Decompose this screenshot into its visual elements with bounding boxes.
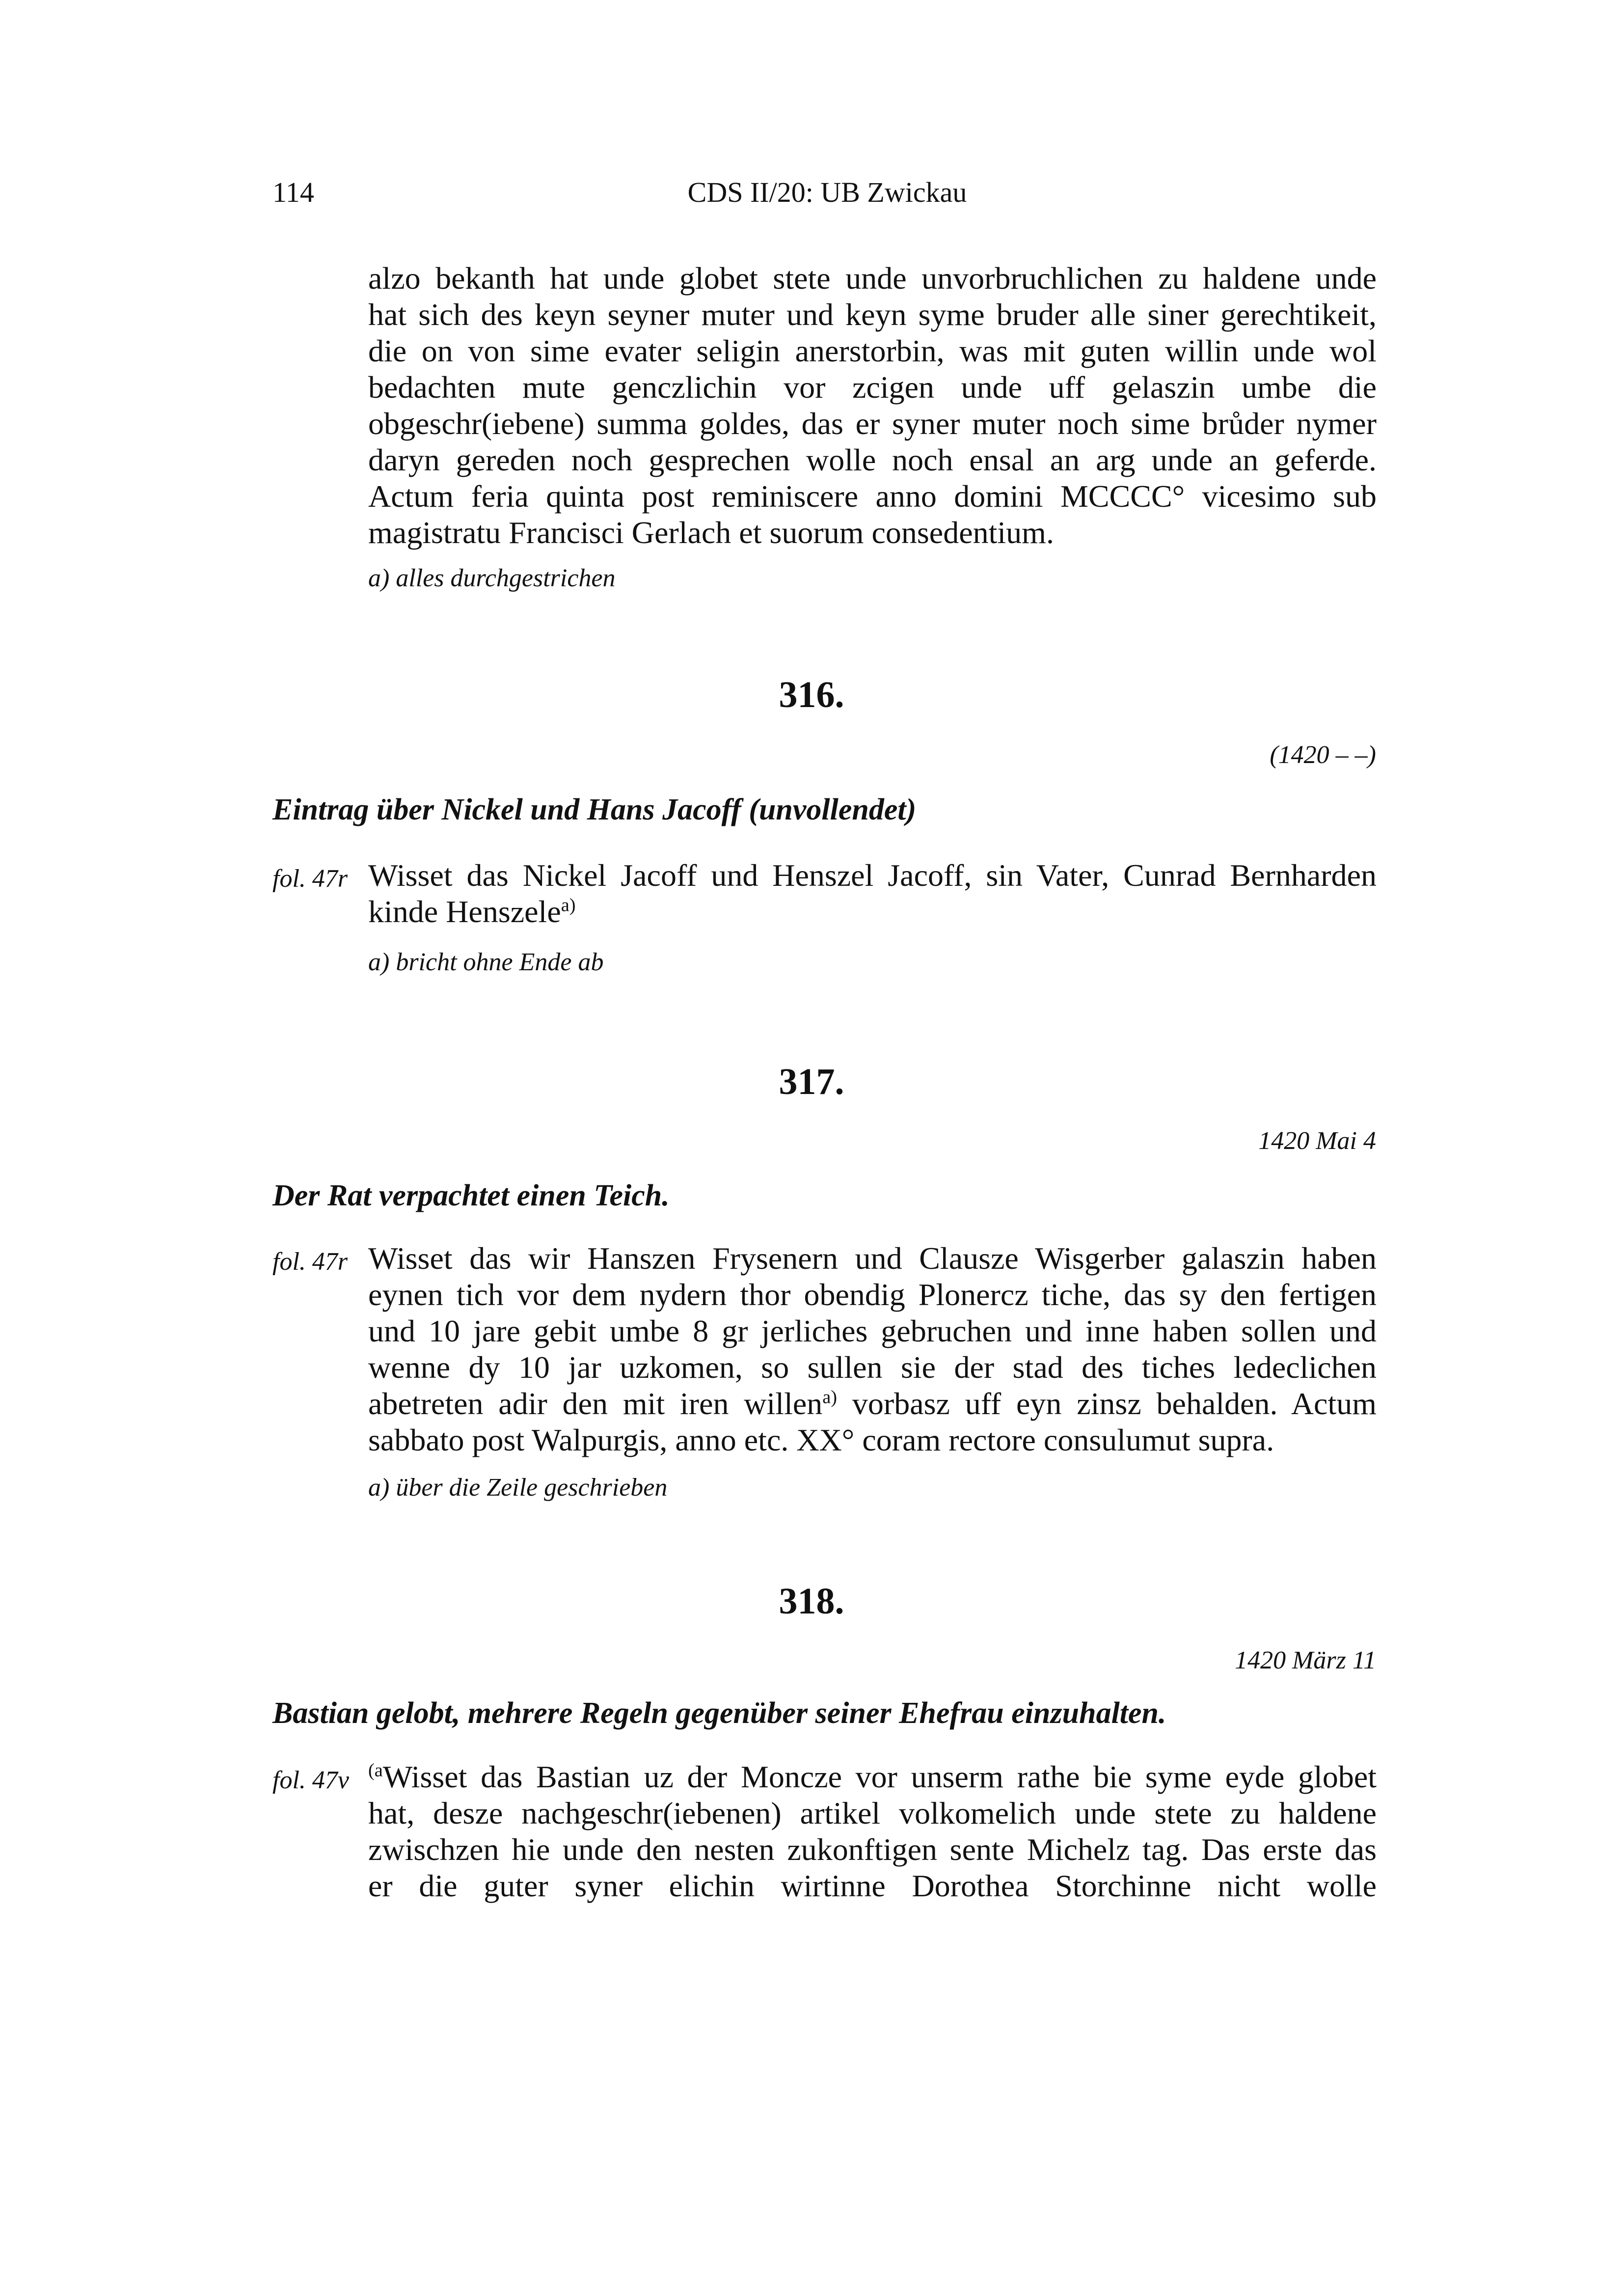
text-line: sabbato post Walpurgis, anno etc. XX° coram rectore consulumut supra. — [368, 1422, 1274, 1457]
footnote: a) bricht ohne Ende ab — [368, 948, 604, 976]
footnote-marker: a) — [561, 895, 576, 916]
folio-reference: fol. 47v — [272, 1766, 349, 1794]
text-line: und 10 jare gebit umbe 8 gr jerliches gebruchen und inne haben sollen und — [368, 1313, 1377, 1348]
footnote: a) über die Zeile geschrieben — [368, 1474, 668, 1502]
text-line: hat sich des keyn seyner muter und keyn syme bruder alle siner gerechtikeit, — [368, 297, 1377, 332]
text-line: die on von sime evater seligin anerstorbin, was mit guten willin unde wol — [368, 333, 1377, 368]
text-line: bedachten mute genczlichin vor zcigen unde uff gelaszin umbe die — [368, 370, 1377, 405]
text-line: Actum feria quinta post reminiscere anno domini MCCCC° vicesimo sub — [368, 479, 1377, 514]
text-line: magistratu Francisci Gerlach et suorum consedentium. — [368, 515, 1054, 550]
text-line: er die guter syner elichin wirtinne Dorothea Storchinne nicht wolle — [368, 1868, 1377, 1903]
footnote: a) alles durchgestrichen — [368, 564, 616, 592]
text-line: obgeschr(iebene) summa goldes, das er syner muter noch sime brůder nymer — [368, 406, 1377, 441]
text-line: Wisset das Nickel Jacoff und Henszel Jacoff, sin Vater, Cunrad Bernharden — [368, 858, 1377, 893]
text-fragment: abetreten adir den mit iren willen — [368, 1386, 823, 1421]
entry-date: (1420 – –) — [1270, 741, 1376, 769]
entry-number: 316. — [779, 674, 844, 715]
entry-text — [368, 857, 1377, 930]
text-line — [368, 1759, 1377, 1795]
text-line: daryn gereden noch gesprechen wolle noch ensal an arg unde an geferde. — [368, 442, 1377, 477]
text-line: Wisset das wir Hanszen Frysenern und Clausze Wisgerber galaszin haben — [368, 1241, 1377, 1276]
entry-regest: Eintrag über Nickel und Hans Jacoff (unvollendet) — [272, 793, 917, 826]
series-title: CDS II/20: UB Zwickau — [687, 176, 967, 208]
entry-regest: Der Rat verpachtet einen Teich. — [272, 1179, 670, 1212]
text-line — [368, 1386, 1377, 1422]
footnote-marker: a) — [822, 1387, 838, 1408]
text-line: zwischzen hie unde den nesten zukonftigen sente Michelz tag. Das erste das — [368, 1832, 1377, 1867]
entry-text — [368, 1759, 1377, 1904]
text-line: eynen tich vor dem nydern thor obendig Plonercz tiche, das sy den fertigen — [368, 1277, 1377, 1312]
text-line: wenne dy 10 jar uzkomen, so sullen sie der stad des tiches ledeclichen — [368, 1350, 1377, 1385]
entry-text — [368, 1240, 1377, 1458]
folio-reference: fol. 47r — [272, 865, 348, 893]
continuation-text — [368, 260, 1377, 551]
text-line: hat, desze nachgeschr(iebenen) artikel volkomelich unde stete zu haldene — [368, 1796, 1377, 1831]
entry-date: 1420 Mai 4 — [1258, 1127, 1376, 1155]
page-number: 114 — [272, 176, 314, 208]
text-fragment: Wisset das Bastian uz der Moncze vor unserm rathe bie syme eyde globet — [382, 1759, 1377, 1794]
entry-number: 318. — [779, 1581, 844, 1622]
entry-regest: Bastian gelobt, mehrere Regeln gegenüber seiner Ehefrau einzuhalten. — [272, 1696, 1166, 1730]
text-fragment: vorbasz uff eyn zinsz behalden. Actum — [837, 1386, 1377, 1421]
folio-reference: fol. 47r — [272, 1248, 348, 1276]
text-fragment: kinde Henszele — [368, 894, 561, 929]
entry-number: 317. — [779, 1061, 844, 1102]
text-line — [368, 894, 1377, 930]
text-line: alzo bekanth hat unde globet stete unde unvorbruchlichen zu haldene unde — [368, 261, 1377, 296]
footnote-marker: (a — [368, 1760, 383, 1781]
entry-date: 1420 März 11 — [1235, 1646, 1376, 1674]
running-head — [272, 176, 1382, 215]
